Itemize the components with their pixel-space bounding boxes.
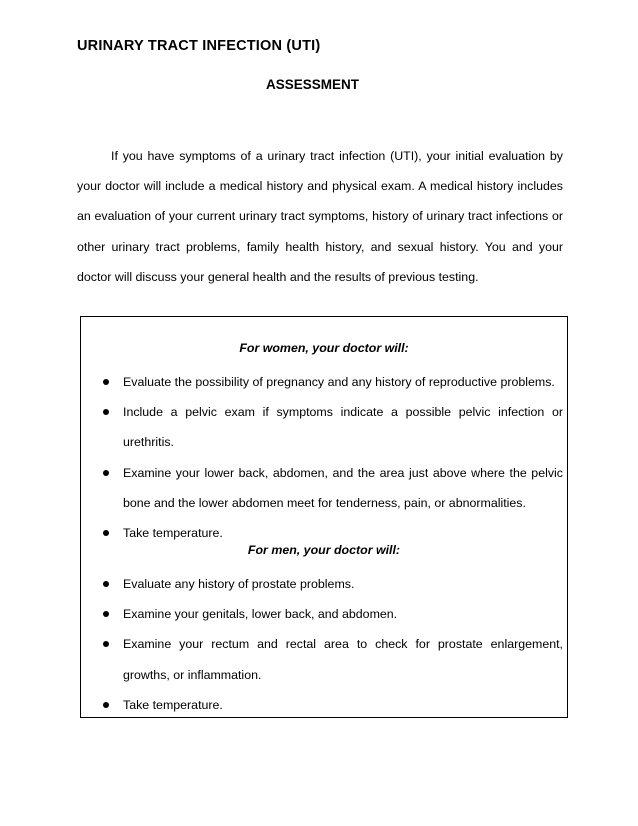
list-item (81, 367, 567, 397)
list-item-text: Include a pelvic exam if symptoms indicate a possible pelvic infection or urethritis. (123, 405, 563, 450)
bullet-icon (103, 409, 109, 415)
list-item-text: Examine your rectum and rectal area to check for prostate enlargement, growths, or inflammation. (123, 637, 563, 682)
bullet-icon (103, 470, 109, 476)
list-item-text: Take temperature. (123, 526, 223, 541)
bullet-icon (103, 702, 109, 708)
list-item-text: Examine your genitals, lower back, and abdomen. (123, 607, 398, 622)
women-heading: For women, your doctor will: (239, 341, 409, 355)
list-item (81, 458, 567, 518)
intro-paragraph: If you have symptoms of a urinary tract infection (UTI), your initial evaluation by your doctor will include a medical history and physical exam. A medical history includes an evaluation of your current urinary tract symptoms, history of urinary tract infections or other urinary tract problems, family health history, and sexual history. You and your doctor will discuss your general health and the results of previous testing. (77, 149, 563, 284)
men-list (81, 569, 567, 720)
section-heading-text: ASSESSMENT (266, 77, 360, 92)
list-item-text: Examine your lower back, abdomen, and the area just above where the pelvic bone and the lower abdomen meet for tenderness, pain, or abnormalities. (123, 465, 563, 510)
bullet-icon (103, 530, 109, 536)
list-item-text: Evaluate any history of prostate problems. (123, 577, 355, 591)
bullet-icon (103, 379, 109, 385)
list-item (81, 397, 567, 457)
bullet-icon (103, 641, 109, 647)
list-item (81, 629, 567, 689)
women-list (81, 367, 567, 548)
list-item (81, 690, 567, 720)
bullet-icon (103, 611, 109, 617)
list-item-text: Evaluate the possibility of pregnancy and any history of reproductive problems. (123, 375, 555, 389)
list-item-text: Take temperature. (123, 697, 223, 712)
men-heading: For men, your doctor will: (247, 543, 401, 557)
bullet-icon (103, 581, 109, 587)
doctor-checklist-box (80, 316, 568, 718)
list-item (81, 599, 567, 629)
list-item (81, 569, 567, 599)
page-title: URINARY TRACT INFECTION (UTI) (77, 38, 321, 54)
